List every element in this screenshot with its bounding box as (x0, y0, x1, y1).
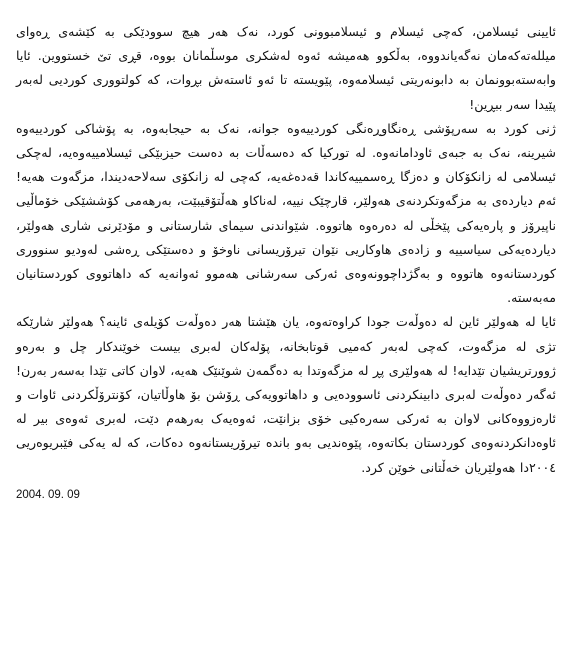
article-body (16, 20, 556, 501)
article-date: 2004. 09. 09 (16, 488, 80, 501)
paragraph-1: ئایینی ئیسلامن، کەچی ئیسلام و ئیسلامبوونی کورد، نەک هەر هیچ سوودێکی بە کێشەی ڕەوای میللەتەکەمان نەگەیاندووە، بەڵکوو هەمیشە ئەوە لەشکری موسڵمانان بووە، قڕی تێ خستووین. ئایا وابەستەبوونمان بە دابونەریتی ئیسلامەوە، پێویستە تا ئەو ئاستەش بڕوات، کە کولتووری کوردیی لەبەر پێیدا سەر ببڕین! (16, 24, 556, 112)
paragraph-2: ژنی کورد بە سەرپۆشی ڕەنگاوڕەنگی کوردییەوە جوانە، نەک بە حیجابەوە، بە پۆشاکی کوردییەوە شیرینە، نەک بە جبەی ئاودامانەوە. لە تورکیا کە دەسەڵات بە دەست حیزبێکی ئیسلامییەوەیە، لەچکی ئیسلامی لە زانکۆکان و دەزگا ڕەسمییەکاندا قەدەغەیە، کەچی لە زانکۆی سەلاحەدیندا، مزگەوت هەیە! ئەم دیاردەی بە مزگەوتکردنەی هەولێر، قارچێک نییە، لەناکاو هەڵتۆقیبێت، بەرهەمی کۆششێکی خۆماڵیی ناپیرۆز و پارەیەکی پێخڵی لە دەرەوە هاتووە. شێواندنی سیمای شارستانی و مۆدێرنی شاری هەولێر، دیاردەیەکی سیاسییە و زادەی هاوکاریی نێوان تیرۆریسانی ناوخۆ و دەستێکی ڕەشی لەودیو سنووری کوردستانەوە هاتووە و بەگژداچوونەوەی ئەرکی سەرشانی هەموو ئەوانەیە کە داهاتووی کوردستانیان مەبەستە. (16, 120, 556, 306)
paragraph-3: ئایا لە هەولێر ئاین لە دەوڵەت جودا کراوەتەوە، یان هێشتا هەر دەوڵەت کۆیلەی ئاینە؟ هەولێر شارێکە تژی لە مزگەوت، کەچی لەبەر کەمیی قوتابخانە، پۆلەکان لەبری بیست خوێندکار چل و بەرەو ژوورتریشیان تێدایە! لە هەولێری پڕ لە مزگەوتدا بە دەگمەن شوێنێک هەیە، لاوان کاتی تێدا بەسەر بەرن! ئەگەر دەوڵەت لەبری دابینکردنی ئاسوودەیی و داهاتوویەکی ڕۆشن بۆ هاوڵاتیان، کۆنترۆڵکردنی ئاوات و ئارەزووەکانی لاوان بە ئەرکی سەرەکیی خۆی بزانێت، ئەوەیەک بەرهەم دێت، لەبری ئەوەی بیر لە ئاوەدانکردنەوەی کوردستان بکاتەوە، پێوەندیی بەو باندە تیرۆریستانەوە دەکات، کە لە یەکی فێبریوەریی ۲۰۰٤دا هەولێریان خەڵتانی خوێن کرد. (16, 314, 556, 475)
